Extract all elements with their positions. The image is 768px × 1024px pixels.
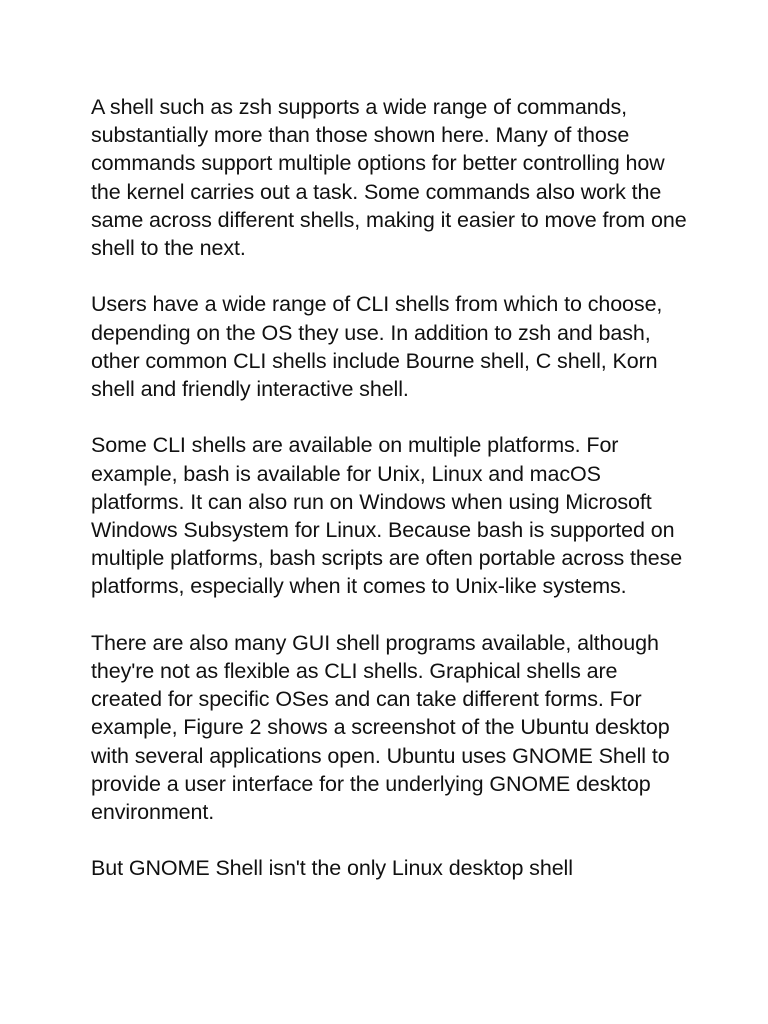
- paragraph-1: A shell such as zsh supports a wide range of commands, substantially more than those shown here. Many of those commands support multiple options for better controlling how the kernel carries out a task. Some commands also work the same across different shells, making it easier to move from one shell to the next.: [91, 95, 687, 261]
- paragraph-5: But GNOME Shell isn't the only Linux desktop shell: [91, 856, 573, 881]
- document-body: [91, 93, 691, 883]
- paragraph-4: There are also many GUI shell programs available, although they're not as flexible as CLI shells. Graphical shells are created for specific OSes and can take different forms. For example, Figure 2 shows a screenshot of the Ubuntu desktop with several applications open. Ubuntu uses GNOME Shell to provide a user interface for the underlying GNOME desktop environment.: [91, 630, 670, 825]
- paragraph-2: Users have a wide range of CLI shells from which to choose, depending on the OS they use. In addition to zsh and bash, other common CLI shells include Bourne shell, C shell, Korn shell and friendly interactive shell.: [91, 292, 663, 402]
- paragraph-3: Some CLI shells are available on multiple platforms. For example, bash is available for Unix, Linux and macOS platforms. It can also run on Windows when using Microsoft Windows Subsystem for Linux. Because bash is supported on multiple platforms, bash scripts are often portable across these platforms, especially when it comes to Unix-like systems.: [91, 433, 683, 599]
